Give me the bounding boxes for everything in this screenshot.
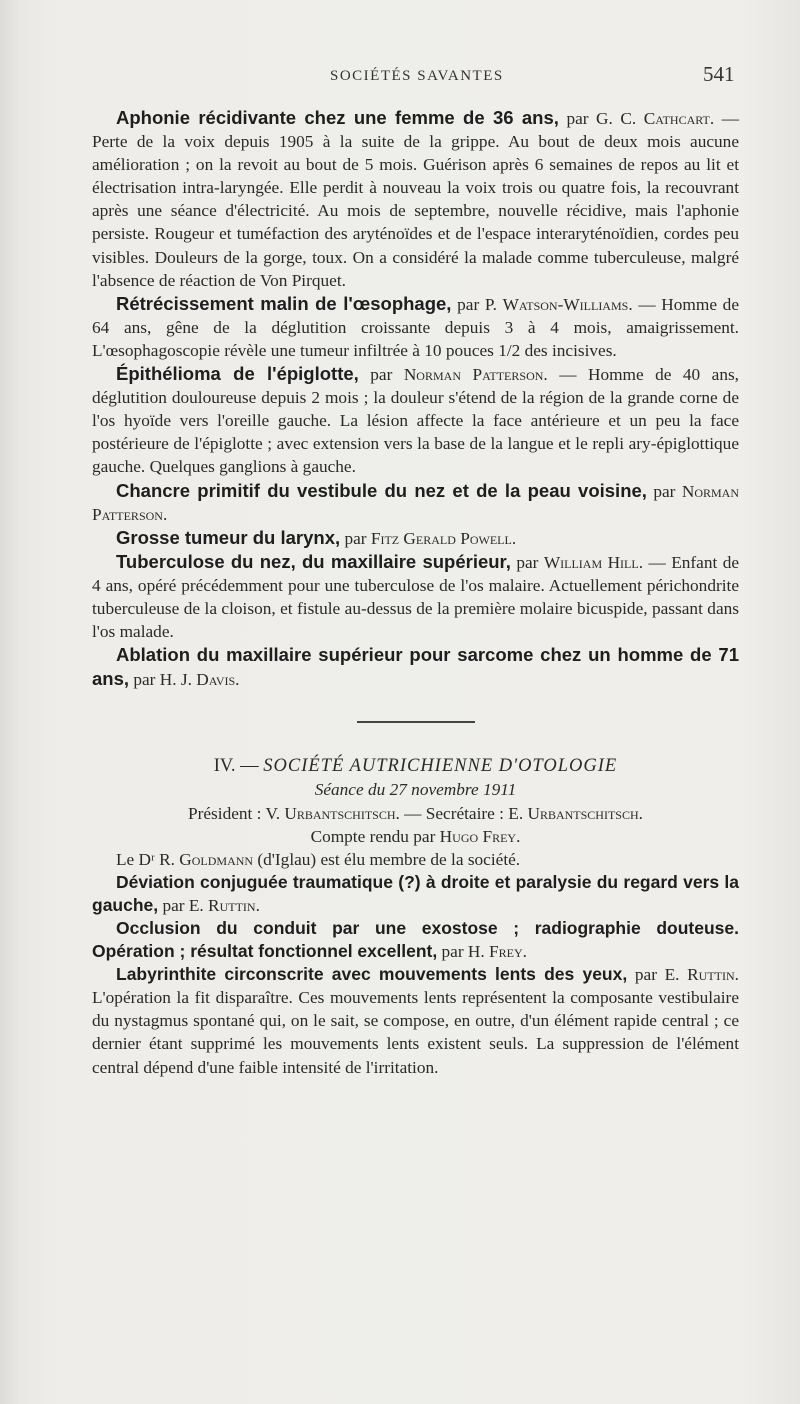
entry-title: Déviation conjuguée traumatique (?) à droite et paralysie du regard vers la gauche, [92, 871, 739, 915]
entry-text: . [255, 895, 260, 915]
entry-title: Épithélioma de l'épiglotte, [116, 363, 359, 385]
entry-title: Occlusion du conduit par une exostose ; radiographie douteuse. Opération ; résultat fonctionnel excellent, [92, 918, 739, 962]
entry-title: Rétrécissement malin de l'œsophage, [116, 292, 452, 314]
entry-chancre: Chancre primitif du vestibule du nez et de la peau voisine, par Norman Patterson. [92, 479, 739, 524]
entry-title: Aphonie récidivante chez une femme de 36 ans, [116, 107, 559, 128]
entry-text: . [235, 670, 240, 690]
secretary-name: Urbantschitsch [527, 803, 639, 823]
seance-date: Séance du 27 novembre 1911 [314, 780, 517, 800]
entry-text: . — Homme de 40 ans, déglutition douloureuse depuis 2 mois ; la douleur s'étend de la région de la grande corne de l'os hyoïde vers l'oreille gauche. La lésion affecte la face antérieure et un peu la face postérieure de l'épiglotte ; avec extension vers la base de la langue et le repli ary-épiglottique gauche. Quelques ganglions à gauche. [92, 365, 740, 477]
reporter-name: Hugo Frey [439, 826, 517, 846]
entry-oesophage: Rétrécissement malin de l'œsophage, par P. Watson-Williams. — Homme de 64 ans, gêne de la déglutition croissante depuis 3 à 4 mois, amaigrissement. L'œsophagoscopie révèle une tumeur infiltrée à 10 pouces 1/2 des incisives. [92, 292, 739, 360]
entry-larynx: Grosse tumeur du larynx, par Fitz Gerald Powell. [116, 526, 517, 548]
entry-aphonie: Aphonie récidivante chez une femme de 36 ans, par G. C. Cathcart. — Perte de la voix depuis 1905 à la suite de la grippe. Au bout de deux mois aucune amélioration ; on la revoit au bout de 5 mois. Guérison après 6 semaines de repos au lit et électrisation intra-laryngée. Elle perdit à nouveau la voix trois ou quatre fois, la recouvrant après une séance d'électricité. Au mois de septembre, nouvelle récidive, mais l'aphonie persiste. Rougeur et tuméfaction des aryténoïdes et de l'espace interaryténoïdien, cordes peu visibles. Douleurs de la gorge, toux. On a considéré la malade comme tuberculeuse, malgré l'absence de réaction de Von Pirquet. [92, 107, 740, 290]
entry-text: . [511, 528, 517, 548]
section-reporter: Compte rendu par Hugo Frey. [310, 826, 521, 846]
entry-author: Ruttin [687, 965, 735, 985]
entry-author: Fitz Gerald Powell [370, 528, 512, 548]
entry-title: Chancre primitif du vestibule du nez et de la peau voisine, [116, 479, 647, 501]
section-note: Le Dʳ R. Goldmann (d'Iglau) est élu membre de la société. [116, 849, 521, 869]
entry-epiglotte: Épithélioma de l'épiglotte, par Norman Patterson. — Homme de 40 ans, déglutition douloureuse depuis 2 mois ; la douleur s'étend de la région de la grande corne de l'os hyoïde vers l'oreille gauche. La lésion affecte la face antérieure et un peu la face postérieure de l'épiglotte ; avec extension vers la base de la langue et le repli ary-épiglottique gauche. Quelques ganglions à gauche. [92, 363, 740, 477]
member-name: Goldmann [179, 849, 254, 869]
page-number: 541 [703, 62, 735, 86]
entry-deviation: Déviation conjuguée traumatique (?) à droite et paralysie du regard vers la gauche, par E. Ruttin. [92, 871, 739, 915]
entry-text: . — Perte de la voix depuis 1905 à la suite de la grippe. Au bout de deux mois aucune amélioration ; on la revoit au bout de 5 mois. Guérison après 6 semaines de repos au lit et électrisation intra-laryngée. Elle perdit à nouveau la voix trois ou quatre fois, la recouvrant après une séance d'électricité. Au mois de septembre, nouvelle récidive, mais l'aphonie persiste. Rougeur et tuméfaction des aryténoïdes et de l'espace interaryténoïdien, cordes peu visibles. Douleurs de la gorge, toux. On a considéré la malade comme tuberculeuse, malgré l'absence de réaction de Von Pirquet. [92, 109, 740, 290]
section-officers: Président : V. Urbantschitsch. — Secrétaire : E. Urbantschitsch. [188, 803, 643, 823]
section-divider [357, 721, 475, 723]
entry-author: Norman Patterson [403, 365, 544, 385]
president-name: Urbantschitsch [284, 803, 396, 823]
page-body [92, 106, 739, 1079]
entry-author: William Hill [543, 552, 639, 572]
entry-title: Ablation du maxillaire supérieur pour sarcome chez un homme de 71 ans, [92, 644, 739, 690]
entry-title: Tuberculose du nez, du maxillaire supérieur, [116, 550, 511, 572]
entry-author: Davis [196, 670, 236, 690]
entry-title: Labyrinthite circonscrite avec mouvements lents des yeux, [116, 964, 628, 985]
entry-author: Cathcart [643, 109, 710, 128]
entry-ablation: Ablation du maxillaire supérieur pour sarcome chez un homme de 71 ans, par H. J. Davis. [92, 644, 739, 690]
page-header [0, 62, 800, 92]
entry-author: Watson-Williams [502, 294, 629, 314]
running-title: SOCIÉTÉS SAVANTES [330, 68, 504, 84]
entry-author: Ruttin [208, 895, 256, 915]
entry-text: . — Enfant de 4 ans, opéré précédemment pour une tuberculose de l'os malaire. Actuellement périchondrite tuberculeuse de la cloison, et fistule au-dessus de la première molaire bicuspide, passant dans l'os malade. [92, 552, 740, 642]
entry-author: Frey [489, 942, 523, 962]
entry-title: Grosse tumeur du larynx, [116, 526, 341, 548]
entry-text: . [522, 942, 527, 962]
entry-author: Norman Patterson [92, 481, 739, 524]
section-heading: IV. — SOCIÉTÉ AUTRICHIENNE D'OTOLOGIE [213, 756, 618, 777]
entry-text: . — Homme de 64 ans, gêne de la déglutition croissante depuis 3 à 4 mois, amaigrissement. L'œsophagoscopie révèle une tumeur infiltrée à 10 pouces 1/2 des incisives. [92, 294, 739, 360]
entry-occlusion: Occlusion du conduit par une exostose ; radiographie douteuse. Opération ; résultat fonctionnel excellent, par H. Frey. [92, 918, 739, 962]
entry-text: . [162, 504, 168, 524]
section-title: SOCIÉTÉ AUTRICHIENNE D'OTOLOGIE [263, 756, 618, 777]
entry-labyrinthite: Labyrinthite circonscrite avec mouvements lents des yeux, par E. Ruttin. L'opération la fit disparaître. Ces mouvements lents représentent la composante vestibulaire du nystagmus spontané qui, on le sait, se compose, en outre, d'un élément rapide central ; ce dernier étant supprimé les mouvements lents existent seuls. La suppression de l'élément central dépend d'une faible intensité de l'irritation. [92, 964, 739, 1077]
entry-tuberculose: Tuberculose du nez, du maxillaire supérieur, par William Hill. — Enfant de 4 ans, opéré précédemment pour une tuberculose de l'os malaire. Actuellement périchondrite tuberculeuse de la cloison, et fistule au-dessus de la première molaire bicuspide, passant dans l'os malade. [92, 550, 740, 642]
entry-text: . L'opération la fit disparaître. Ces mouvements lents représentent la composante vestibulaire du nystagmus spontané qui, on le sait, se compose, en outre, d'un élément rapide central ; ce dernier étant supprimé les mouvements lents existent seuls. La suppression de l'élément central dépend d'une faible intensité de l'irritation. [92, 965, 739, 1077]
